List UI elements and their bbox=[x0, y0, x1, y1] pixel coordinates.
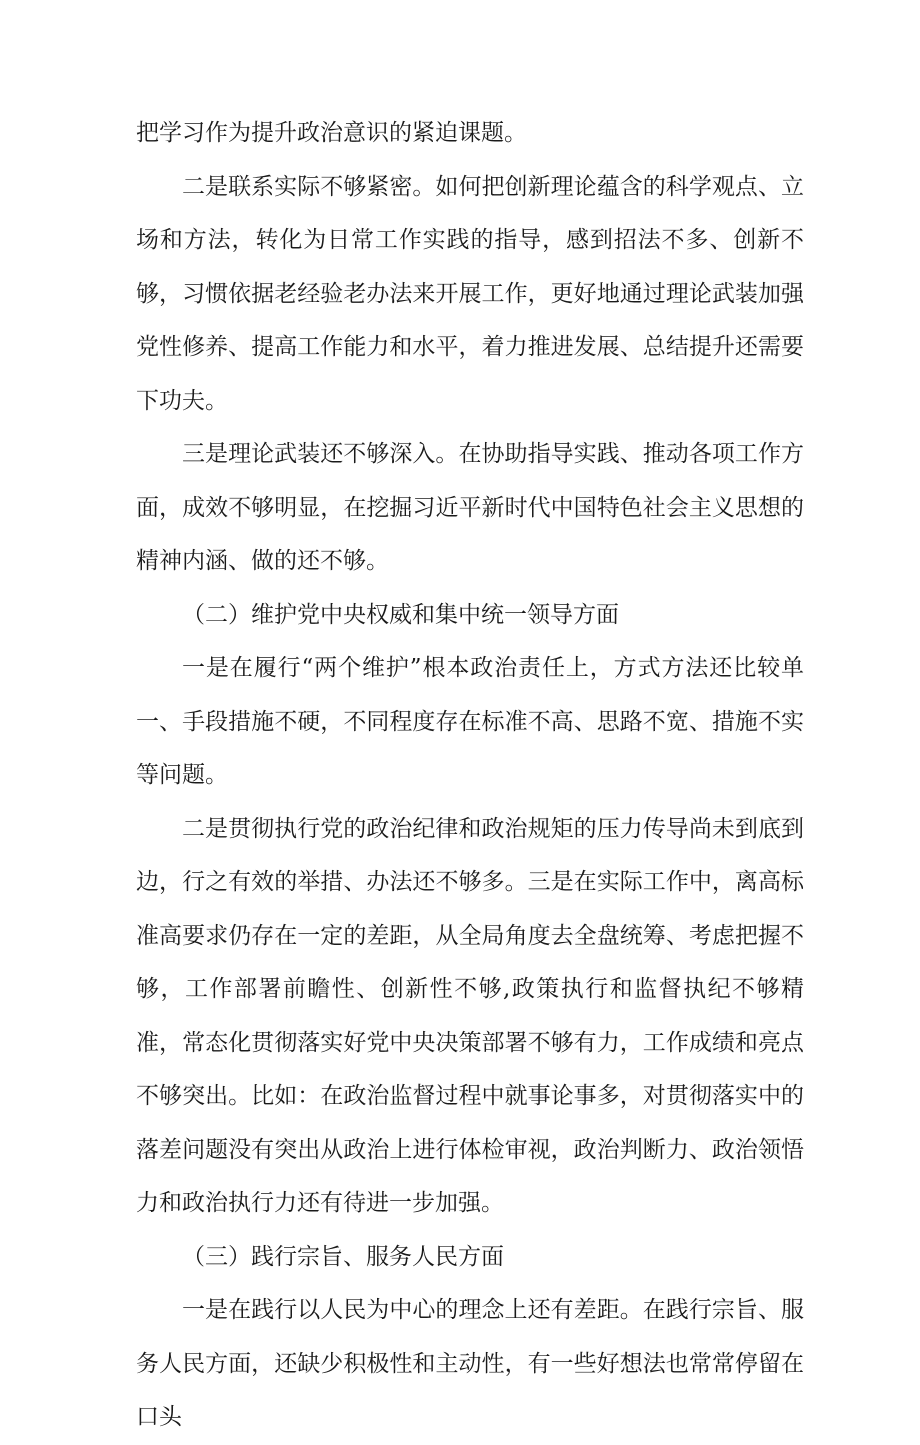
section-heading-two: （二）维护党中央权威和集中统一领导方面 bbox=[182, 601, 619, 628]
document-body bbox=[136, 107, 804, 1445]
paragraph-point-three-theory: 三是理论武装还不够深入。在协助指导实践、推动各项工作方面，成效不够明显，在挖掘习近平新时代中国特色社会主义思想的精神内涵、做的还不够。 bbox=[136, 441, 804, 574]
paragraph-point-two-practice: 二是联系实际不够紧密。如何把创新理论蕴含的科学观点、立场和方法，转化为日常工作实践的指导，感到招法不多、创新不够，习惯依据老经验老办法来开展工作，更好地通过理论武装加强党性修养、提高工作能力和水平，着力推进发展、总结提升还需要下功夫。 bbox=[136, 173, 804, 414]
paragraph-continuation: 把学习作为提升政治意识的紧迫课题。 bbox=[136, 120, 527, 146]
paragraph-people-centered: 一是在践行以人民为中心的理念上还有差距。在践行宗旨、服务人民方面，还缺少积极性和主动性，有一些好想法也常常停留在口头 bbox=[136, 1297, 804, 1430]
paragraph-discipline: 二是贯彻执行党的政治纪律和政治规矩的压力传导尚未到底到边，行之有效的举措、办法还不够多。三是在实际工作中，离高标准高要求仍存在一定的差距，从全局角度去全盘统筹、考虑把握不够，工作部署前瞻性、创新性不够,政策执行和监督执纪不够精准，常态化贯彻落实好党中央决策部署不够有力，工作成绩和亮点不够突出。比如：在政治监督过程中就事论事多，对贯彻落实中的落差问题没有突出从政治上进行体检审视，政治判断力、政治领悟力和政治执行力还有待进一步加强。 bbox=[136, 815, 804, 1216]
paragraph-two-maintenance: 一是在履行“两个维护”根本政治责任上，方式方法还比较单一、手段措施不硬，不同程度存在标准不高、思路不宽、措施不实等问题。 bbox=[136, 655, 804, 788]
section-heading-three: （三）践行宗旨、服务人民方面 bbox=[182, 1243, 504, 1270]
